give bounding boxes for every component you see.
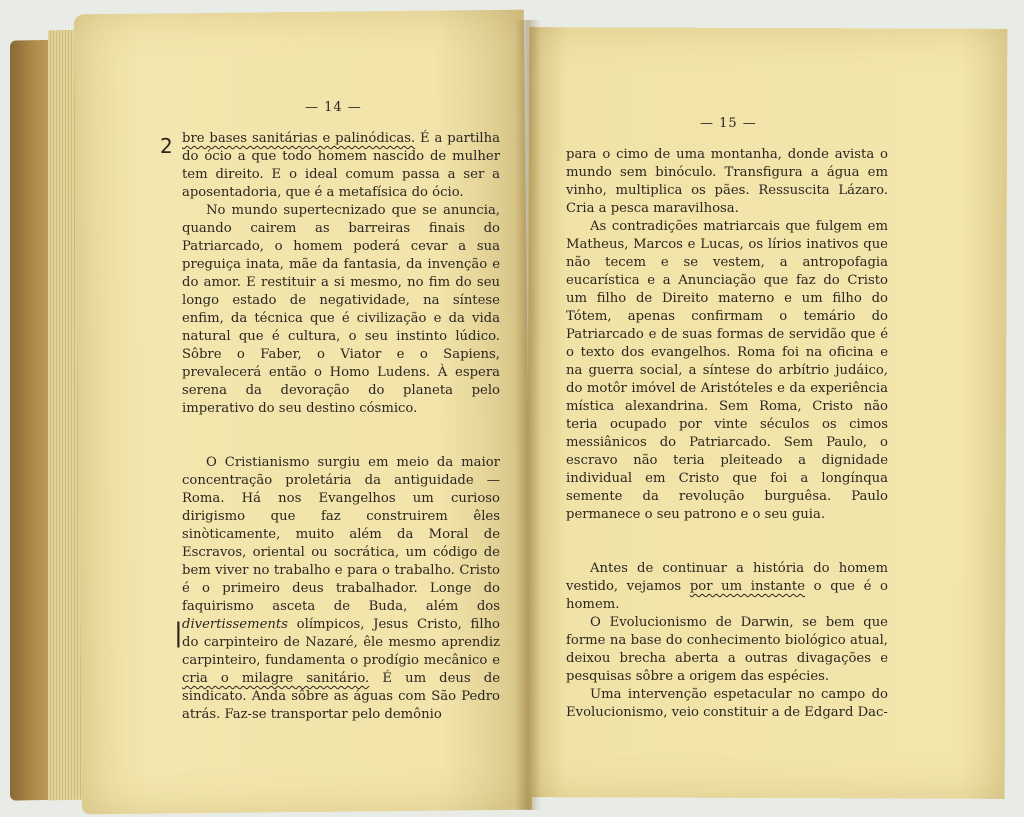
italic-term: divertissements [182,617,288,632]
paragraph: bre bases sanitárias e palinódicas. É a partilha do ócio a que todo homem nascido de mulher tem direito. E o ideal comum passa a ser a aposentadoria, que é a metafísica do ócio. [182,131,500,200]
margin-annotation-bottom: | [174,618,183,648]
paragraph: Antes de continuar a história do homem vestido, vejamos por um instante o que é o homem. [566,561,888,612]
paragraph: No mundo supertecnizado que se anuncia, quando cairem as barreiras finais do Patriarcado, o homem poderá cevar a sua preguiça inata, mãe da fantasia, da invenção e do amor. E restituir a si mesmo, no fim do seu longo estado de negatividade, na síntese enfim, da técnica que é civilização e da vida natural que é cultura, o seu instinto lúdico. Sôbre o Faber, o Viator e o Sapiens, prevalecerá então o Homo Ludens. À espera serena da devoração do planeta pelo imperativo do seu destino cósmico. [182,203,500,416]
paragraph: O Evolucionismo de Darwin, se bem que forme na base do conhecimento biológico atual, deixou brecha aberta a outras divagações e pesquisas sôbre a origem das espécies. [566,615,888,684]
paragraph: O Cristianismo surgiu em meio da maior concentração proletária da antiguidade — Roma. Há nos Evangelhos um curioso dirigismo que faz construirem êles sinòticamente, muito além da Moral de Escravos, oriental ou socrática, um código de bem viver no trabalho e para o trabalho. Cristo é o primeiro deus trabalhador. Longe do faquirismo asceta de Buda, além dos divertissements olímpicos, Jesus Cristo, filho do carpinteiro de Nazaré, êle mesmo aprendiz carpinteiro, fundamenta o prodígio mecânico e cria o milagre sanitário. É um deus de sindicato. Anda sôbre as águas com São Pedro atrás. Faz-se transportar pelo demônio [182,455,501,722]
paragraph: Uma intervenção espetacular no campo do Evolucionismo, veio constituir a de Edgard Dac- [566,687,888,720]
underlined-phrase: bre bases sanitárias e palinódicas. [182,131,416,146]
left-page-text [182,130,500,724]
page-number-left: — 14 — [305,100,362,115]
paragraph: As contradições matriarcais que fulgem em Matheus, Marcos e Lucas, os lírios inativos que não tecem e se vestem, a antropofagia eucarística e a Anunciação que faz do Cristo um filho de Direito materno e um filho do Tótem, apenas confirmam o temário do Patriarcado e de suas formas de servidão que é o texto dos evangelhos. Roma foi na oficina e na guerra social, a síntese do arbítrio judáico, do motôr imóvel de Aristóteles e da experiência mística alexandrina. Sem Roma, Cristo não teria ocupado por vinte séculos os cimos messiânicos do Patriarcado. Sem Paulo, o escravo não teria pleiteado a dignidade individual em Cristo que foi a longínqua semente da revolução burguêsa. Paulo permanece o seu patrono e o seu guia. [566,219,888,522]
margin-annotation-top: 2 [160,134,173,158]
page-number-right: — 15 — [700,116,757,131]
underlined-phrase: por um instante [689,579,806,594]
underlined-phrase: cria o milagre sanitário. [182,671,370,686]
paragraph: para o cimo de uma montanha, donde avista o mundo sem binóculo. Transfigura a água em vinho, multiplica os pães. Ressuscita Lázaro. Cria a pesca maravilhosa. [566,147,888,216]
right-page-text [566,146,888,722]
book-gutter [515,20,541,810]
